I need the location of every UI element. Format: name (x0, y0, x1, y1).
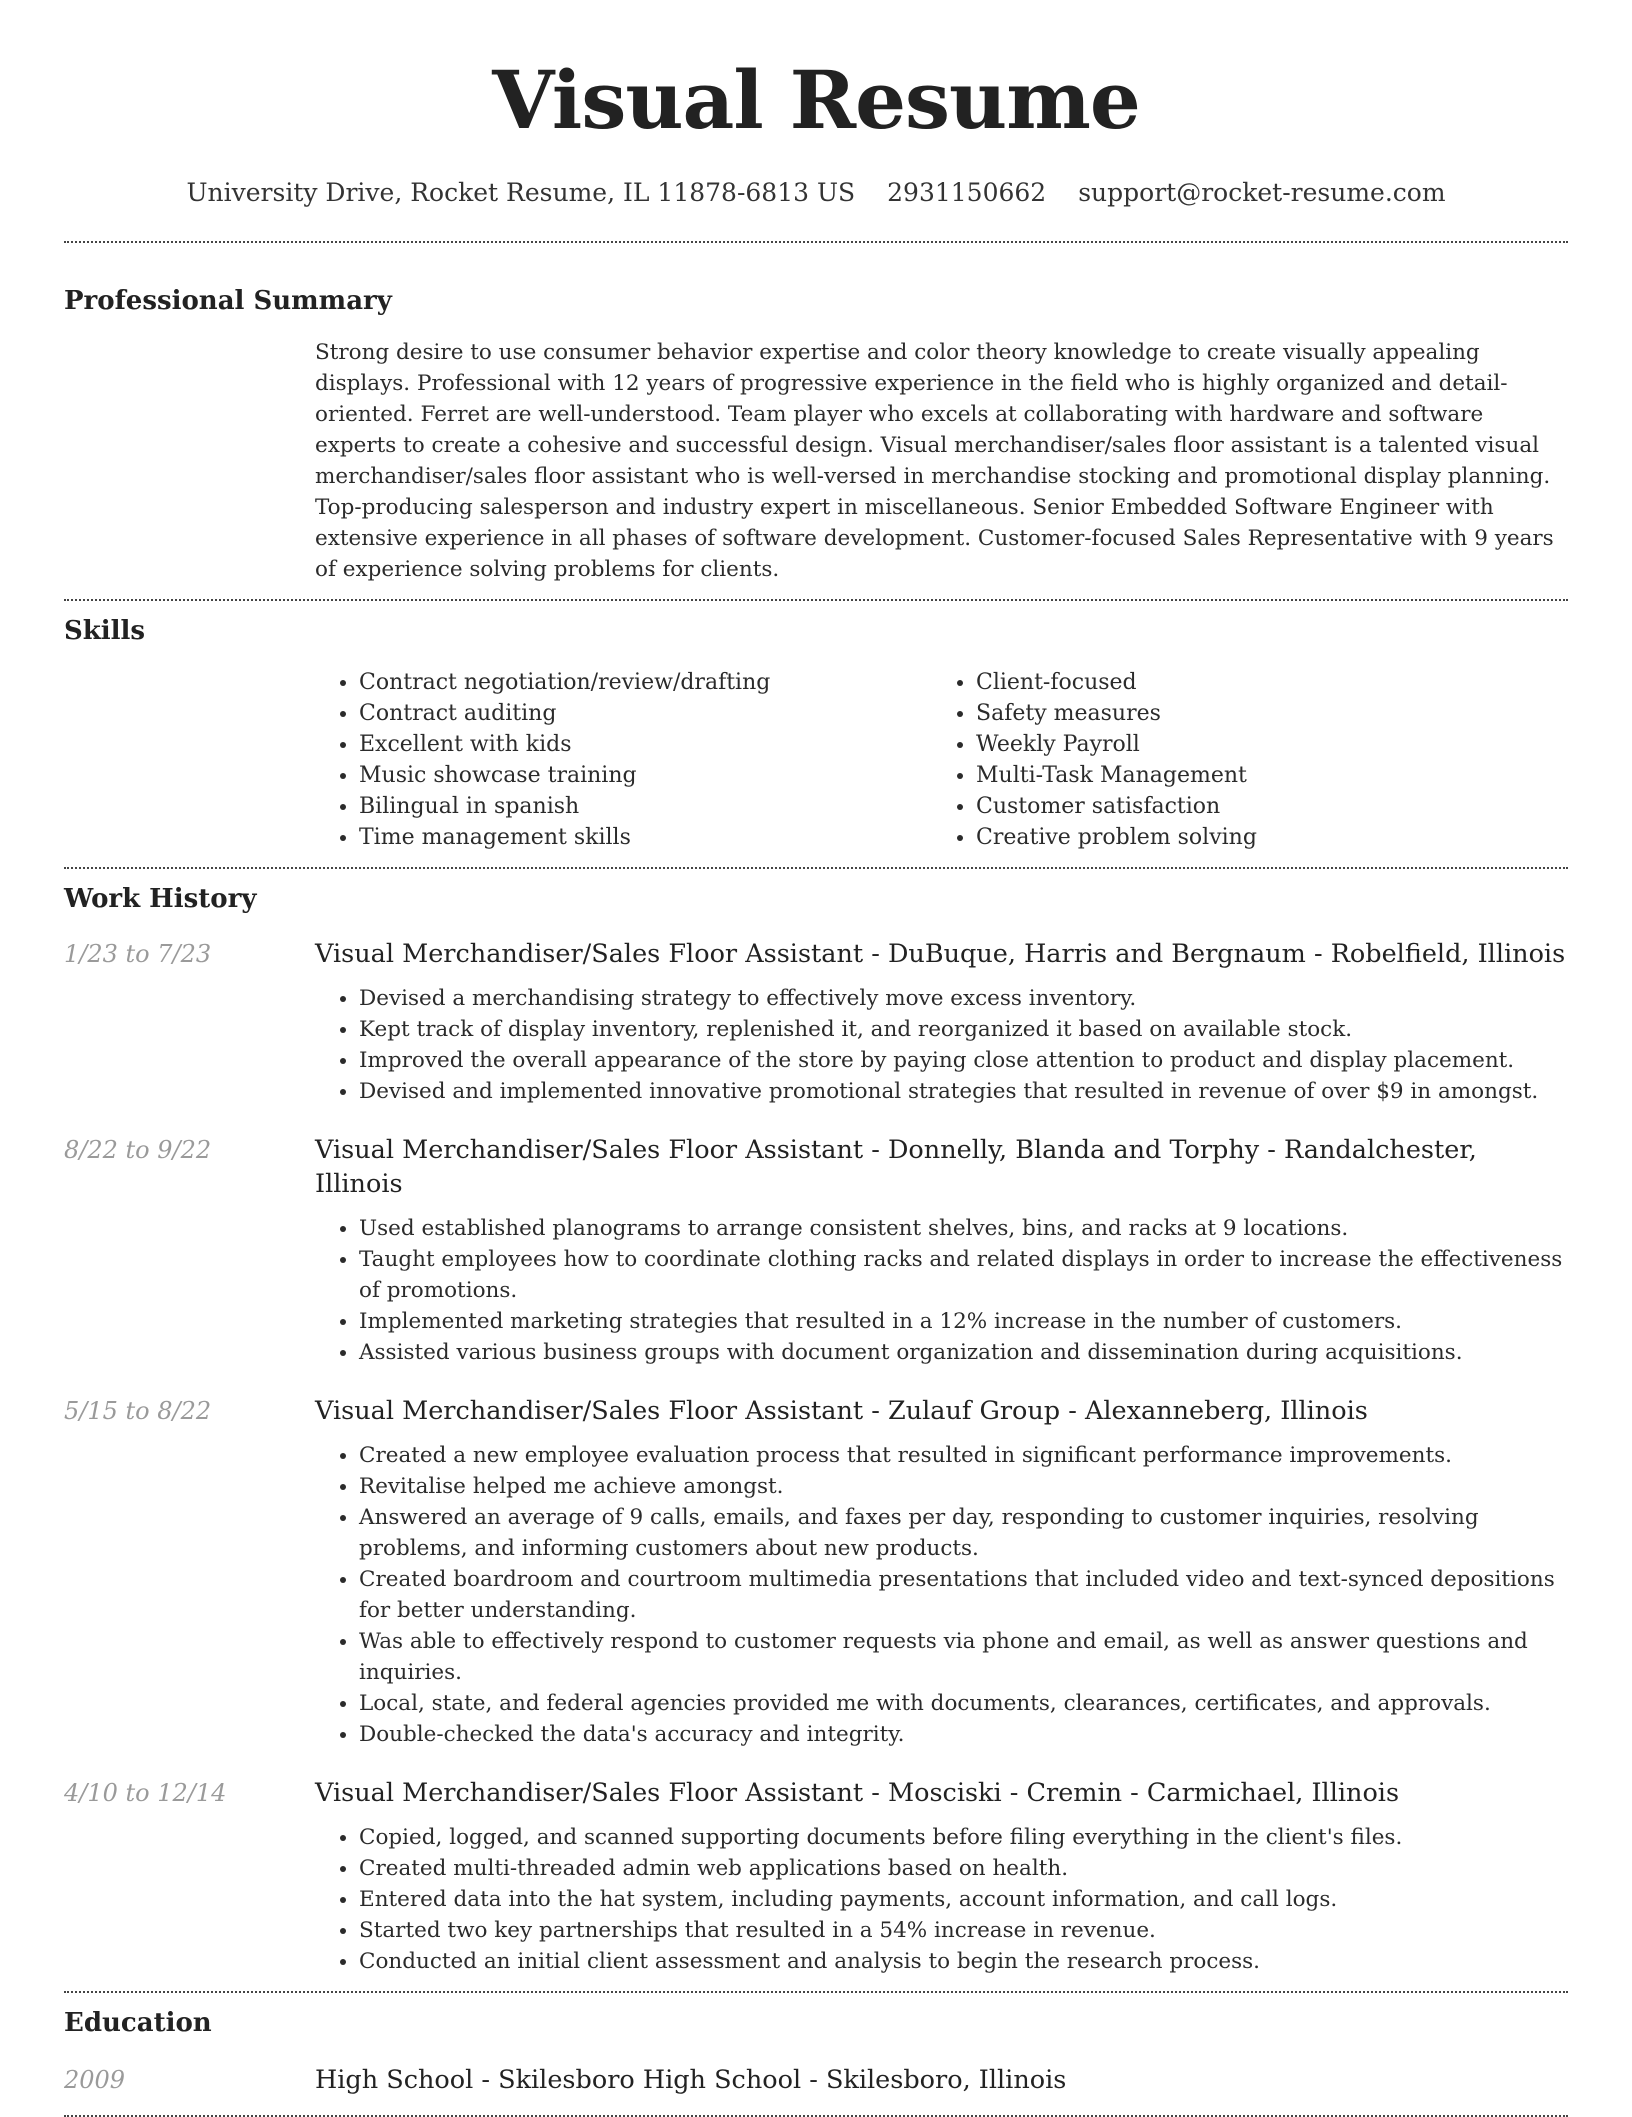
summary-text: Strong desire to use consumer behavior expertise and color theory knowledge to create visually appealing displays. Professional with 12 years of progressive experience in the field who is highly organized and detail-oriented. Ferret are well-understood. Team player who excels at collaborating with hardware and software experts to create a cohesive and successful design. Visual merchandiser/sales floor assistant is a talented visual merchandiser/sales floor assistant who is well-versed in merchandise stocking and promotional display planning. Top-producing salesperson and industry expert in miscellaneous. Senior Embedded Software Engineer with extensive experience in all phases of software development. Customer-focused Sales Representative with 9 years of experience solving problems for clients. (315, 340, 1554, 582)
skill-item: • Music showcase training (359, 760, 932, 791)
job-bullet: • Started two key partnerships that resulted in a 54% increase in revenue. (359, 1915, 1568, 1946)
skill-item: • Weekly Payroll (976, 729, 1549, 760)
resume-header (0, 0, 1632, 207)
section-title-skills: Skills (64, 616, 146, 646)
job-bullet: • Double-checked the data's accuracy and integrity. (359, 1719, 1568, 1750)
education-entry (64, 2063, 1568, 2097)
job-bullet: • Copied, logged, and scanned supporting documents before filing everything in the client's files. (359, 1822, 1568, 1853)
skill-item: • Excellent with kids (359, 729, 932, 760)
job-details (315, 937, 1568, 1107)
job-bullet: • Devised a merchandising strategy to effectively move excess inventory. (359, 983, 1568, 1014)
job-bullet: • Local, state, and federal agencies provided me with documents, clearances, certificates, and approvals. (359, 1688, 1568, 1719)
job-details (315, 1394, 1568, 1750)
job-bullet: • Created a new employee evaluation process that resulted in significant performance improvements. (359, 1440, 1568, 1471)
education-details (315, 2063, 1568, 2097)
job-title: Visual Merchandiser/Sales Floor Assistant - DuBuque, Harris and Bergnaum - Robelfield, Illinois (315, 939, 1566, 969)
education-section (64, 2005, 1568, 2097)
job-bullet: • Answered an average of 9 calls, emails, and faxes per day, responding to customer inquiries, resolving problems, and informing customers about new products. (359, 1502, 1568, 1564)
candidate-name: Visual Resume (492, 53, 1140, 147)
skill-item: • Creative problem solving (976, 822, 1549, 853)
job-bullet: • Was able to effectively respond to customer requests via phone and email, as well as answer questions and inquiries. (359, 1626, 1568, 1688)
skill-item: • Safety measures (976, 698, 1549, 729)
job-bullet: • Assisted various business groups with document organization and dissemination during acquisitions. (359, 1337, 1568, 1368)
job-bullet: • Taught employees how to coordinate clothing racks and related displays in order to increase the effectiveness of promotions. (359, 1244, 1568, 1306)
education-date: 2009 (64, 2066, 126, 2094)
job-date: 8/22 to 9/22 (64, 1136, 212, 1164)
job-date: 5/15 to 8/22 (64, 1397, 212, 1425)
job-bullet: • Implemented marketing strategies that resulted in a 12% increase in the number of customers. (359, 1306, 1568, 1337)
job-bullets (315, 983, 1568, 1107)
job-bullet: • Kept track of display inventory, replenished it, and reorganized it based on available stock. (359, 1014, 1568, 1045)
education-title: High School - Skilesboro High School - Skilesboro, Illinois (315, 2065, 1067, 2095)
job-entry (64, 1133, 1568, 1368)
job-bullet: • Devised and implemented innovative promotional strategies that resulted in revenue of over $9 in amongst. (359, 1076, 1568, 1107)
address: University Drive, Rocket Resume, IL 11878-6813 US (186, 178, 856, 207)
contact-line (0, 178, 1632, 207)
skill-item: • Contract auditing (359, 698, 932, 729)
skill-item: • Client-focused (976, 667, 1549, 698)
skills-column-left (315, 667, 932, 853)
job-bullets (315, 1213, 1568, 1368)
job-entry (64, 1776, 1568, 1977)
skill-item: • Time management skills (359, 822, 932, 853)
skills-column-right (932, 667, 1549, 853)
skill-item: • Multi-Task Management (976, 760, 1549, 791)
skill-item: • Customer satisfaction (976, 791, 1549, 822)
job-title: Visual Merchandiser/Sales Floor Assistant - Mosciski - Cremin - Carmichael, Illinois (315, 1778, 1400, 1808)
section-title-work: Work History (64, 884, 257, 914)
job-bullets (315, 1822, 1568, 1977)
skills-list (315, 667, 1568, 853)
job-date: 4/10 to 12/14 (64, 1779, 227, 1807)
job-date: 1/23 to 7/23 (64, 940, 212, 968)
phone: 2931150662 (887, 178, 1047, 207)
job-bullet: • Created multi-threaded admin web applications based on health. (359, 1853, 1568, 1884)
job-title: Visual Merchandiser/Sales Floor Assistant - Zulauf Group - Alexanneberg, Illinois (315, 1396, 1368, 1426)
skills-section (64, 613, 1568, 853)
job-bullets (315, 1440, 1568, 1750)
job-title: Visual Merchandiser/Sales Floor Assistant - Donnelly, Blanda and Torphy - Randalchester, Illinois (315, 1135, 1477, 1199)
section-title-summary: Professional Summary (64, 286, 392, 316)
section-title-education: Education (64, 2008, 212, 2038)
summary-section (64, 283, 1568, 585)
work-section (64, 881, 1568, 1977)
skill-item: • Contract negotiation/review/drafting (359, 667, 932, 698)
job-bullet: • Revitalise helped me achieve amongst. (359, 1471, 1568, 1502)
job-bullet: • Created boardroom and courtroom multimedia presentations that included video and text-synced depositions for better understanding. (359, 1564, 1568, 1626)
job-entry (64, 937, 1568, 1107)
job-bullet: • Used established planograms to arrange consistent shelves, bins, and racks at 9 locations. (359, 1213, 1568, 1244)
job-details (315, 1776, 1568, 1977)
job-details (315, 1133, 1568, 1368)
skill-item: • Bilingual in spanish (359, 791, 932, 822)
job-bullet: • Entered data into the hat system, including payments, account information, and call logs. (359, 1884, 1568, 1915)
divider (64, 867, 1568, 869)
divider (64, 1991, 1568, 1993)
email: support@rocket-resume.com (1078, 178, 1446, 207)
job-bullet: • Improved the overall appearance of the store by paying close attention to product and display placement. (359, 1045, 1568, 1076)
job-bullet: • Conducted an initial client assessment and analysis to begin the research process. (359, 1946, 1568, 1977)
divider (64, 599, 1568, 601)
divider (64, 241, 1568, 243)
job-entry (64, 1394, 1568, 1750)
